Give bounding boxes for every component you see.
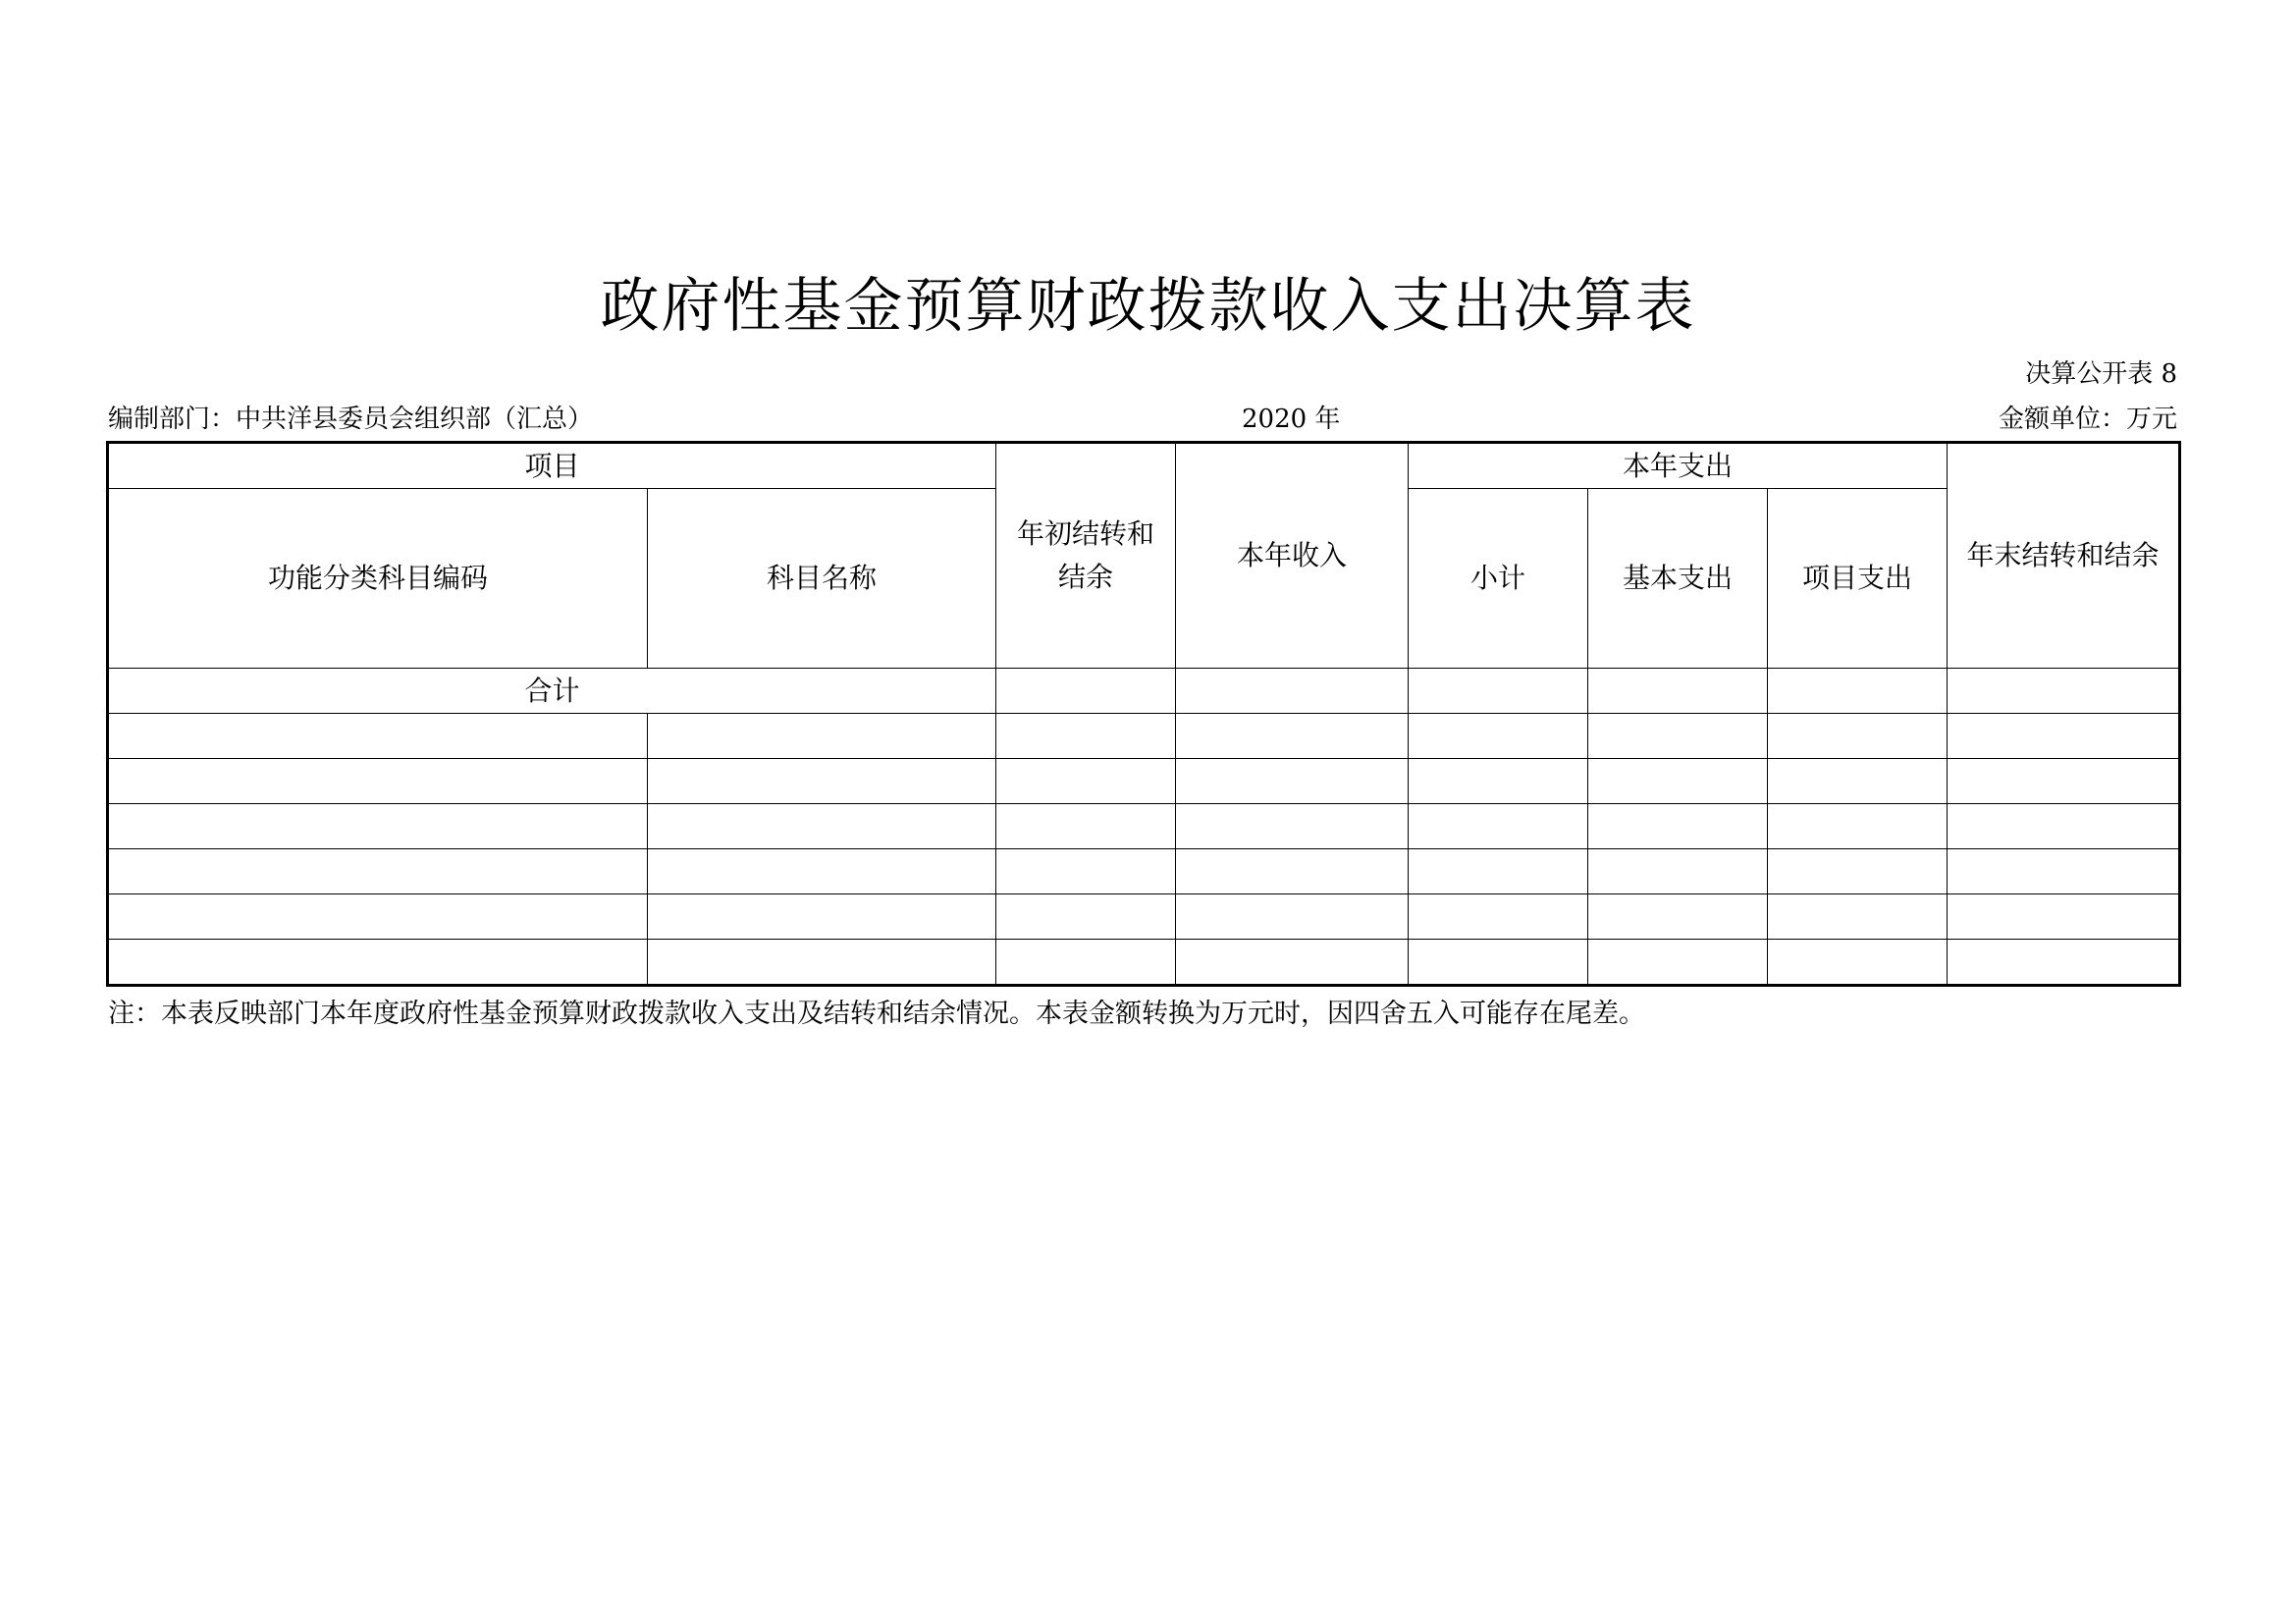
table-cell [996,894,1176,940]
table-cell [1768,804,1948,849]
header-item: 项目 [108,443,996,489]
table-cell [1948,940,2180,986]
table-cell [648,940,996,986]
table-cell [1176,714,1409,759]
table-cell [1176,894,1409,940]
table-cell [1588,849,1768,894]
header-func-code: 功能分类科目编码 [108,489,648,669]
header-begin-balance [996,443,1176,669]
table-cell [1588,714,1768,759]
table-row [108,759,2180,804]
table-cell [648,759,996,804]
table-cell [1409,849,1588,894]
table-cell [1409,714,1588,759]
header-subject-name: 科目名称 [648,489,996,669]
table-cell [1409,804,1588,849]
table-cell [996,759,1176,804]
table-cell [1409,894,1588,940]
table-cell [996,714,1176,759]
table-cell [1768,849,1948,894]
header-begin-balance-line2: 结余 [1058,561,1114,593]
header-begin-balance-line1: 年初结转和 [1017,517,1155,550]
table-cell [1588,759,1768,804]
table-cell [996,940,1176,986]
table-cell [648,894,996,940]
header-end-balance: 年末结转和结余 [1948,443,2180,669]
header-income: 本年收入 [1176,443,1409,669]
report-year: 2020 年 [1242,405,1341,434]
total-label: 合计 [108,669,996,714]
table-note: 注：本表反映部门本年度政府性基金预算财政拨款收入支出及结转和结余情况。本表金额转换为万元时，因四舍五入可能存在尾差。 [108,999,1645,1029]
table-cell [1948,759,2180,804]
table-cell [1948,804,2180,849]
table-cell [1948,669,2180,714]
header-subtotal: 小计 [1409,489,1588,669]
table-cell [1588,940,1768,986]
table-row [108,940,2180,986]
table-cell [1588,804,1768,849]
table-cell [1948,714,2180,759]
table-cell [1588,894,1768,940]
table-cell [648,714,996,759]
table-cell [1948,849,2180,894]
table-cell [1176,669,1409,714]
table-cell [1768,894,1948,940]
header-project: 项目支出 [1768,489,1948,669]
table-cell [1176,804,1409,849]
table-cell [996,669,1176,714]
table-cell [108,894,648,940]
report-meta [108,402,2177,437]
amount-unit: 金额单位：万元 [1998,405,2177,434]
table-row [108,804,2180,849]
table-cell [1948,894,2180,940]
table-cell [108,849,648,894]
table-cell [108,759,648,804]
table-cell [1176,849,1409,894]
header-expense: 本年支出 [1409,443,1948,489]
department-label: 编制部门：中共洋县委员会组织部（汇总） [108,405,594,434]
table-cell [1768,669,1948,714]
table-cell [108,804,648,849]
table-cell [996,849,1176,894]
table-cell [996,804,1176,849]
header-row-1 [108,443,2180,489]
table-cell [1176,940,1409,986]
budget-table [106,441,2181,987]
table-cell [1768,714,1948,759]
table-cell [108,940,648,986]
table-cell [1409,669,1588,714]
table-row [108,714,2180,759]
total-row [108,669,2180,714]
table-cell [1768,759,1948,804]
form-number: 决算公开表 8 [2025,359,2177,389]
table-cell [1409,759,1588,804]
table-cell [1588,669,1768,714]
table-cell [648,849,996,894]
table-row [108,894,2180,940]
report-title: 政府性基金预算财政拨款收入支出决算表 [600,272,1696,341]
table-cell [108,714,648,759]
table-cell [1176,759,1409,804]
header-basic: 基本支出 [1588,489,1768,669]
table-cell [1768,940,1948,986]
table-cell [648,804,996,849]
table-row [108,849,2180,894]
table-cell [1409,940,1588,986]
